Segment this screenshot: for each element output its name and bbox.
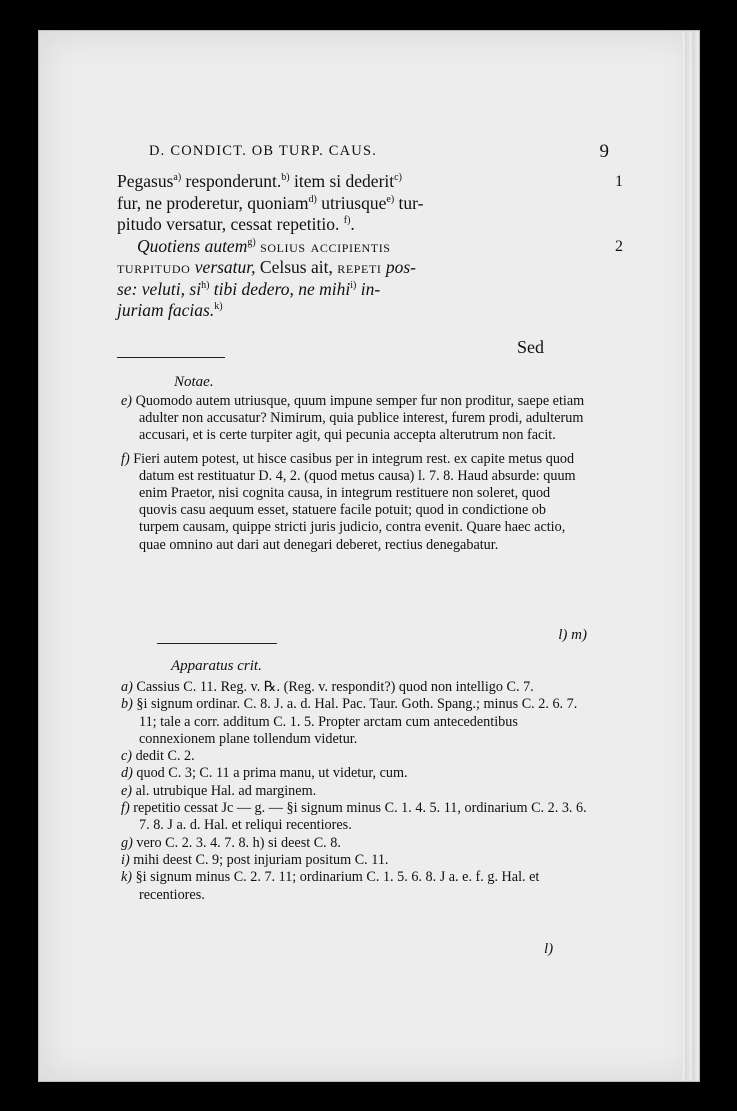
notes-tail: [117, 627, 587, 647]
catchword-apparatus: l): [544, 941, 554, 957]
apparatus-entry: d) quod C. 3; C. 11 a prima manu, ut videtur, cum.: [121, 765, 408, 782]
main-line-7: juriam facias.$^{k)}$: [117, 300, 223, 320]
main-line-1: Pegasus$^{a)}$ responderunt.$^{b)}$ item si dederit$^{c)}$ 1: [117, 171, 623, 191]
main-line-3: pitudo versatur, cessat repetitio. $^{f)}$.: [117, 214, 355, 234]
margin-number: 1: [615, 173, 623, 190]
margin-number: 2: [615, 237, 623, 255]
apparatus-entry: a) Cassius C. 11. Reg. v. ℞. (Reg. v. respondit?) quod non intelligo C. 7.: [121, 679, 534, 695]
apparatus-entry: b) §i signum ordinar. C. 8. J. a. d. Hal. Pac. Taur. Goth. Spang.; minus C. 2. 6. 7. 11; tale a corr. additum C. 1. 5. Propter arctam cum antecedentibus connexionem plane tollendum videtur.: [121, 696, 578, 747]
main-line-5: turpitudo versatur, Celsus ait, repeti pos-: [117, 257, 416, 277]
main-text: [117, 171, 623, 322]
apparatus-entry: i) mihi deest C. 9; post injuriam positum C. 11.: [121, 851, 389, 868]
note-item: f) Fieri autem potest, ut hisce casibus per in integrum rest. ex capite metus quod datum est restituatur D. 4, 2. (quod metus causa) l. 7. 8. Haud absurde: quum enim Praetor, nisi cognita causa, in integrum restituere non soleret, quod quovis casu aequum esset, statuere facile potuit; quod in condictione ob turpem causam, quippe stricti juris judicio, contra evenit. Quare haec actio, quae omnino aut dari aut denegari deberet, rectius denegabatur.: [121, 450, 576, 553]
notes-heading: Notae.: [174, 374, 214, 390]
apparatus-entry: k) §i signum minus C. 2. 7. 11; ordinarium C. 1. 5. 6. 8. J a. e. f. g. Hal. et recentiores.: [121, 869, 540, 903]
apparatus-heading: Apparatus crit.: [171, 658, 262, 674]
running-title: D. CONDICT. OB TURP. CAUS.: [149, 143, 378, 159]
catchword-notes: l) m): [558, 627, 587, 643]
apparatus-rule: [157, 643, 277, 644]
page-header: [149, 143, 609, 160]
main-line-4: Quotiens autem$^{g)}$ solius accipientis 2: [137, 235, 623, 256]
notes-list: [117, 393, 587, 560]
apparatus-entry: c) dedit C. 2.: [121, 748, 195, 765]
main-line-2: fur, ne proderetur, quoniam$^{d)}$ utriusque$^{e)}$ tur-: [117, 192, 424, 213]
catchword-main: Sed: [517, 337, 544, 357]
apparatus-entry: f) repetitio cessat Jc — g. — §i signum minus C. 1. 4. 5. 11, ordinarium C. 2. 3. 6. 7. 8. J a. d. Hal. et reliqui recentiores.: [121, 800, 587, 834]
book-page: [38, 30, 700, 1082]
note-item: e) Quomodo autem utriusque, quum impune semper fur non proditur, saepe etiam adulter non accusatur? Nimirum, quia publice interest, furem prodi, adulterum accusari, et is certe turpiter agit, qui pecunia accepta alterutrum non facit.: [121, 393, 585, 444]
footnote-rule: [117, 357, 225, 358]
page-number: 9: [599, 141, 609, 162]
apparatus-list: [121, 679, 591, 904]
page-edges: [681, 31, 699, 1081]
apparatus-entry: e) al. utrubique Hal. ad marginem.: [121, 782, 317, 799]
apparatus-entry: g) vero C. 2. 3. 4. 7. 8. h) si deest C. 8.: [121, 834, 341, 851]
main-line-6: se: veluti, $si^{h)}$ tibi dedero, ne mihi$^{i)}$ in-: [117, 278, 381, 299]
